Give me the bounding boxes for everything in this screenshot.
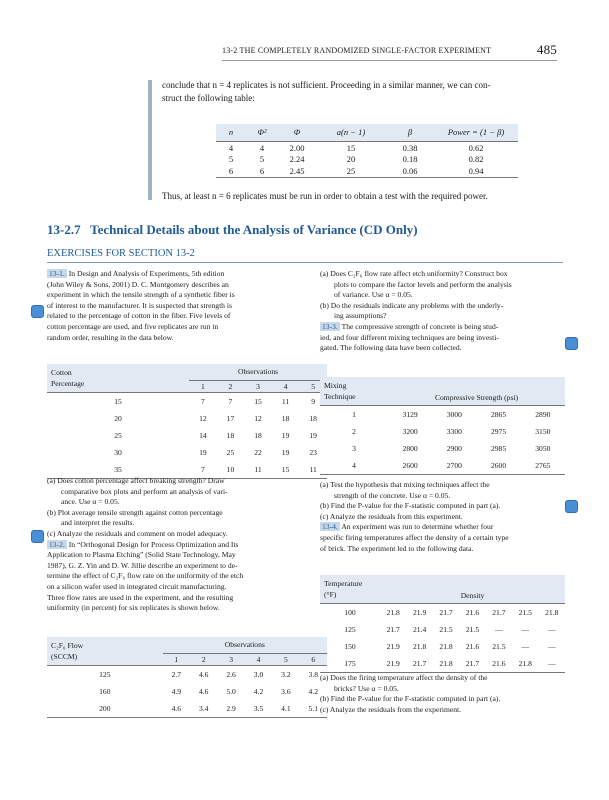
cell: 6 [228,165,234,176]
part-line: (c) Analyze the residuals and comment on model adequacy. [47,528,228,538]
cell: 3.8 [308,670,319,679]
col-header: 5 [284,654,288,664]
example-margin-rule [148,80,152,200]
part-line: (a) Does the firing temperature affect the density of the [320,673,488,682]
cell: — [547,625,556,634]
part-line: (a) Does C₂F₆ flow rate affect etch uniformity? Construct box [320,269,508,278]
table-row [47,666,327,684]
cell: 21.8 [545,608,559,617]
cell: 19 [281,448,290,457]
cell: 4 [259,142,265,153]
cell: 6 [259,165,265,176]
row-header-line: Percentage [51,379,85,388]
cell: 3.2 [281,670,291,679]
concrete-table [320,377,565,475]
exercise-number: 13-3. [322,321,338,331]
cell: 21.7 [492,608,506,617]
cell: 160 [99,687,111,696]
col-header: 4 [256,654,261,664]
cell: 15 [346,142,356,153]
cell: 4 [352,461,356,470]
ex1-line: cotton percentage are used, and five replicates are run in [47,321,219,331]
cell: 21.9 [386,642,400,651]
table-row [47,393,327,411]
table-row [320,604,565,622]
cell: 4.6 [198,687,209,696]
power-table [216,124,518,178]
row-header-line: C₂F₆ Flow [51,641,84,650]
cell: 0.18 [402,154,418,165]
intro-line-2: struct the following table: [162,93,255,103]
exercises-heading: EXERCISES FOR SECTION 13-2 [47,248,195,259]
cell: 21.6 [465,642,480,651]
c2f6-table [47,637,327,718]
observations-label: Density [460,591,485,600]
ex1-line: random order, resulting in the data below. [47,332,174,342]
cell: — [547,659,556,668]
ex3-line: ied, and four different mixing techniques are being investi- [320,332,499,342]
cell: 21.8 [439,659,453,668]
cell: 2600 [490,461,507,470]
cell: 4.6 [171,704,182,713]
cell: 4.9 [171,687,182,696]
col-beta: β [386,124,434,142]
cell: 21.7 [465,659,480,668]
observations-label: Observations [189,364,327,380]
cell: 7 [228,397,233,406]
table-row [216,142,518,154]
cell: 0.82 [468,154,484,165]
cell: 19 [281,431,290,440]
cell: 2800 [402,444,418,453]
cell: 1 [352,410,356,419]
row-header-line: Mixing [324,381,347,390]
cell: 21.7 [386,625,400,634]
cell: — [521,642,530,651]
cell: 5 [228,154,234,165]
cell: 14 [199,431,207,440]
cell: 7 [200,397,205,406]
cell: 125 [99,670,111,679]
ex2-line: 1987), G. Z. Yin and D. W. Jillie describe an experiment to de- [47,560,238,570]
exercises-rule [47,262,563,263]
ex2-line: on a silicon wafer used in integrated circuit manufacturing. [47,581,227,591]
cell: 3000 [446,410,462,419]
cell: 21.6 [465,608,480,617]
cell: 23 [309,448,317,457]
tablet-icon[interactable] [565,337,578,350]
cell: 11 [254,465,262,474]
cell: 5.0 [226,687,236,696]
cell: 4.2 [253,687,264,696]
cell: 2.00 [289,142,305,153]
col-phi2: Φ² [246,124,278,142]
col-header: 1 [174,654,179,664]
cell: 2865 [490,410,507,419]
table-row [320,655,565,673]
cell: 21.5 [492,642,506,651]
cell: — [521,625,530,634]
cell: 0.62 [468,142,484,153]
part-line: plots to compare the factor levels and perform the analysis [334,279,512,289]
cell: 21.4 [412,625,427,634]
cell: 2900 [446,444,462,453]
cell: 10 [226,465,235,474]
col-power: Power = (1 − β) [434,124,518,142]
cell: 21.8 [412,642,427,651]
cell: 22 [254,448,262,457]
cell: 11 [281,397,290,406]
col-header: 3 [229,654,234,664]
cell: 20 [114,414,122,423]
right-column-middle [320,480,565,554]
cell: 25 [226,448,235,457]
part-line: (c) Analyze the residuals from this experiment. [320,511,463,521]
cell: 25 [346,165,356,176]
cell: 30 [114,448,122,457]
part-line: of variance. Use α = 0.05. [334,290,413,300]
ex4-line: specific firing temperatures affect the density of a certain type [320,532,509,542]
cell: 21.9 [412,608,427,617]
cell: 17 [226,414,235,423]
row-header-line: Temperature [324,579,363,588]
col-header: 4 [283,381,288,391]
cell: 21.5 [439,625,453,634]
section-title: Technical Details about the Analysis of Variance (CD Only) [90,222,418,237]
cell: 3300 [446,427,462,436]
cell: 4.6 [198,670,209,679]
cell: 2975 [490,427,507,436]
ex2-line: In “Orthogonal Design for Process Optimization and Its [68,539,239,549]
cell: 175 [344,659,356,668]
ex3-line: gated. The following data have been collected. [320,343,462,353]
row-header-line: Cotton [51,368,72,377]
col-an1: a(n − 1) [316,124,386,142]
col-n: n [216,124,246,142]
row-header-line: (SCCM) [51,652,78,661]
row-header-line: (°F) [324,590,337,599]
col-header: 6 [311,654,316,664]
tablet-icon[interactable] [31,530,44,543]
cell: 20 [346,154,356,165]
running-header [222,42,557,57]
cell: 0.06 [402,165,418,176]
ex1-line: related to the percentage of cotton in the fiber. Five levels of [47,311,231,321]
row-header [47,364,189,393]
right-column-top [320,269,565,354]
ex1-line: experiment in which the tensile strength of a synthetic fiber is [47,290,235,300]
ex4-line: An experiment was run to determine whether four [341,522,494,532]
cell: 200 [99,704,111,713]
cell: 21.9 [386,659,400,668]
part-line: ance. Use α = 0.05. [61,497,120,507]
section-number: 13-2.7 [47,222,81,237]
table-row [320,423,565,440]
cell: 100 [344,608,356,617]
col-header: 3 [256,381,260,391]
cell: 21.6 [492,659,506,668]
tablet-icon[interactable] [565,500,578,513]
cell: 2.6 [226,670,236,679]
row-header [320,575,380,604]
table-row [47,444,327,461]
exercise-13-1 [47,269,300,343]
cell: 18 [226,431,235,440]
part-line: (c) Analyze the residuals from the experiment. [320,704,462,714]
cell: 5.1 [308,704,319,713]
cell: 21.8 [518,659,532,668]
cell: 5 [259,154,265,165]
table-row [320,406,565,424]
table-row [47,427,327,444]
ex1-line: (John Wiley & Sons, 2001) D. C. Montgomery describes an [47,279,229,289]
table-row [216,154,518,166]
cell: 2765 [535,461,551,470]
ex2-line: uniformity (in percent) for six replicates is shown below. [47,603,220,613]
table-row [320,440,565,457]
cell: 2700 [446,461,462,470]
cell: 19 [199,448,207,457]
cell: — [547,642,556,651]
part-line: and interpret the results. [61,518,135,528]
part-line: bricks? Use α = 0.05. [334,683,399,693]
ex2-line: termine the effect of C₂F₆ flow rate on the uniformity of the etch [47,571,244,581]
part-line: strength of the concrete. Use α = 0.05. [334,490,451,500]
col-phi: Φ [278,124,316,142]
cell: 2985 [490,444,507,453]
exercise-13-1-parts [47,476,300,614]
cell: 21.7 [412,659,427,668]
page-number: 485 [536,42,557,57]
col-header: 2 [201,654,206,664]
cell: 19 [309,431,317,440]
cell: 3200 [402,427,418,436]
ex3-line: The compressive strength of concrete is being stud- [341,321,499,331]
cell: 2600 [402,461,418,470]
exercise-number: 13-4. [322,522,338,532]
cell: 3.4 [198,704,209,713]
part-line: (a) Test the hypothesis that mixing techniques affect the [320,480,490,489]
tablet-icon[interactable] [31,305,44,318]
table-row [320,621,565,638]
table-row [47,683,327,700]
observations-label: Observations [163,637,327,653]
cell: 18 [309,414,317,423]
intro-line-1: conclude that n = 4 replicates is not sufficient. Proceeding in a similar manner, we can con- [162,80,491,90]
header-rule [222,60,557,61]
cell: 0.94 [468,165,484,176]
table-row [47,410,327,427]
cell: 12 [199,414,207,423]
cell: 4.1 [281,704,291,713]
table-row [320,638,565,655]
col-header: 1 [200,381,205,391]
section-heading [47,222,418,238]
cell: 35 [114,465,122,474]
table-row [216,165,518,177]
cell: 2.24 [289,154,305,165]
observations-label: Compressive Strength (psi) [434,393,519,402]
cell: 7 [200,465,205,474]
part-line: (b) Plot average tensile strength against cotton percentage [47,507,223,517]
cell: 2 [352,427,356,436]
cell: 21.5 [465,625,480,634]
cell: 3 [352,444,356,453]
cell: 4 [228,142,234,153]
cell: 9 [311,397,316,406]
cell: 21.8 [386,608,400,617]
cell: 150 [344,642,356,651]
cell: 3129 [402,410,418,419]
cell: 18 [281,414,290,423]
cell: — [495,625,503,634]
row-header-line: Technique [324,392,356,401]
cotton-table [47,364,327,479]
cell: 12 [254,414,262,423]
part-line: (b) Find the P-value for the F-statistic computed in part (a). [320,501,501,511]
cell: 3.0 [253,670,264,679]
intro-text [162,79,562,105]
exercise-number: 13-1. [49,269,65,278]
cell: 15 [254,397,262,406]
col-header: 5 [311,381,316,391]
cell: 2.7 [171,670,182,679]
ex1-line: of interest to the manufacturer. It is suspected that strength is [47,300,232,310]
ex1-line: In Design and Analysis of Experiments, 5th edition [68,269,225,278]
col-header: 2 [228,381,233,391]
table-row [47,700,327,718]
cell: 11 [309,465,317,474]
table-row [320,457,565,475]
part-line: (a) Does cotton percentage affect breaking strength? Draw [47,476,225,485]
cell: 3150 [535,427,551,436]
cell: 15 [281,465,290,474]
row-header [47,637,163,666]
cell: 15 [114,397,122,406]
cell: 21.5 [518,608,532,617]
cell: 2.9 [226,704,236,713]
right-column-bottom [320,673,565,715]
cell: 4.2 [308,687,319,696]
part-line: ing assumptions? [334,311,387,321]
cell: 3.6 [281,687,291,696]
cell: 3050 [535,444,551,453]
cell: 25 [114,431,122,440]
running-title: 13-2 THE COMPLETELY RANDOMIZED SINGLE-FACTOR EXPERIMENT [222,46,492,55]
part-line: comparative box plots and perform an analysis of vari- [61,486,228,496]
brick-table [320,575,565,673]
cell: 125 [344,625,356,634]
cell: 21.8 [439,642,453,651]
cell: 2890 [535,410,551,419]
part-line: (b) Do the residuals indicate any problems with the underly- [320,300,504,310]
conclusion-text: Thus, at least n = 6 replicates must be run in order to obtain a test with the required power. [162,191,488,201]
cell: 18 [254,431,262,440]
exercise-number: 13-2. [49,539,65,549]
row-header [320,377,388,406]
ex2-line: Application to Plasma Etching” (Solid State Technology, May [47,550,236,560]
ex2-line: Three flow rates are used in the experiment, and the resulting [47,592,234,602]
cell: 3.5 [253,704,264,713]
ex4-line: of brick. The experiment led to the following data. [320,543,474,553]
part-line: (b) Find the P-value for the F-statistic computed in part (a). [320,694,501,704]
cell: 21.7 [439,608,453,617]
cell: 0.38 [402,142,418,153]
cell: 2.45 [289,165,305,176]
